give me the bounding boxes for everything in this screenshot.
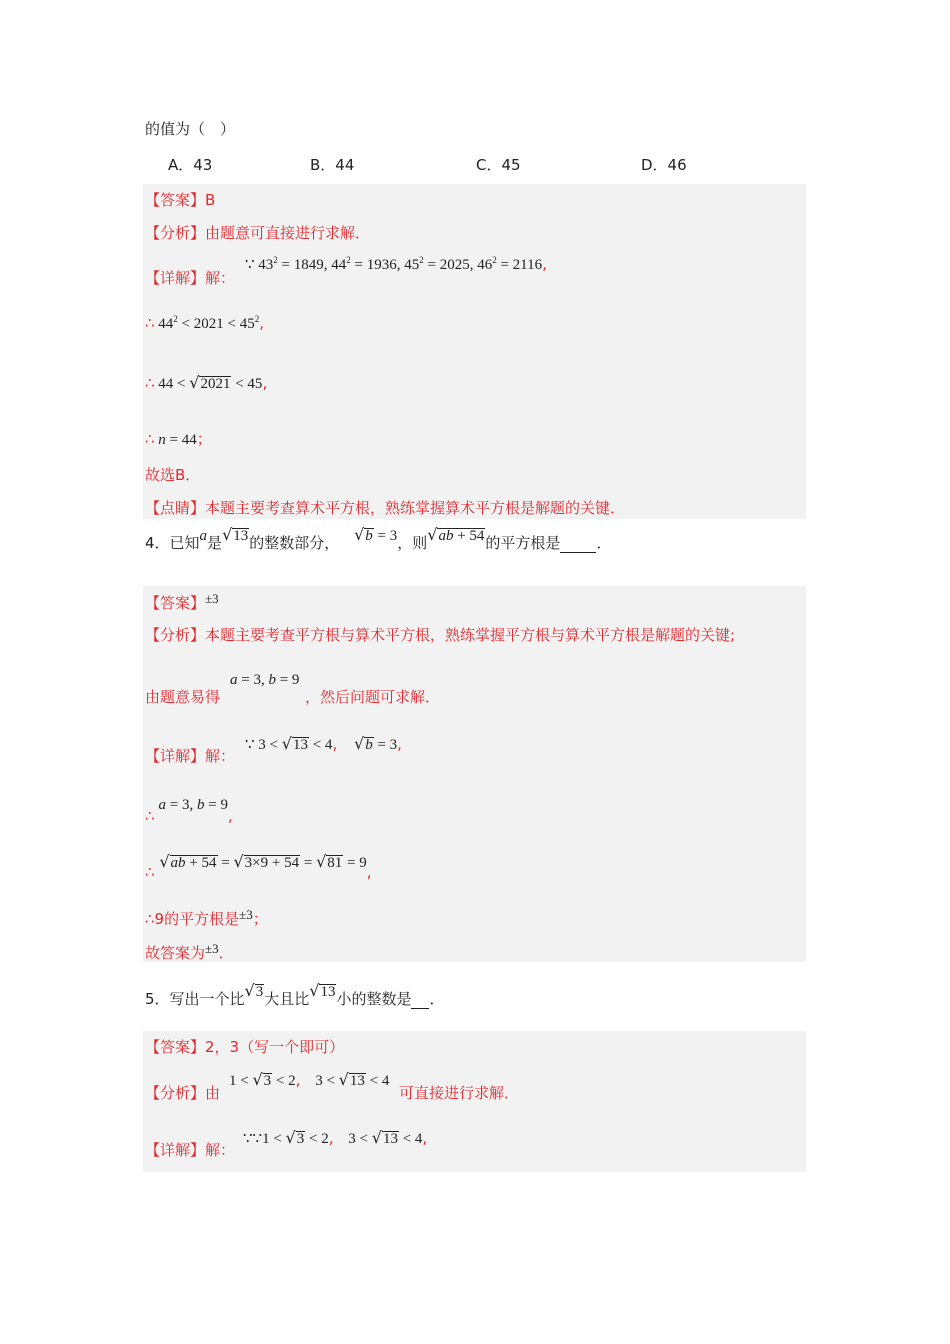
q4-detail-line3: ∴ √ab + 54 = √3×9 + 54 = √81 = 9,	[145, 852, 372, 881]
analysis-text: 本题主要考查平方根与算术平方根，熟练掌握平方根与算术平方根是解题的关键;	[205, 626, 736, 644]
comment-text: 本题主要考查算术平方根，熟练掌握算术平方根是解题的关键．	[205, 499, 626, 517]
q4-detail-line1: ∵ 3 < √13 < 4, √b = 3,	[245, 734, 402, 753]
answer-label: 【答案】	[145, 1038, 206, 1056]
q3-detail-line1: ∵ $43^2 = 1849$, $44^2 = 1936$, $45^2 = 2025$, $46^2 = 2116$,	[245, 255, 547, 273]
q4-analysis-2: 由题意易得	[145, 688, 221, 706]
q4-answer	[145, 592, 219, 613]
q3-comment	[145, 497, 625, 518]
q3-answer	[145, 189, 215, 210]
answer-label: 【答案】	[145, 594, 206, 612]
q4-detail-line4: ∴9的平方根是±3；	[145, 907, 268, 928]
q5-analysis-tail: 可直接进行求解．	[399, 1084, 520, 1102]
q4-detail-label: 【详解】解：	[145, 747, 236, 765]
q4-analysis-math: a = 3, b = 9	[230, 672, 300, 688]
q3-option-c: C．45	[476, 156, 521, 174]
q5-answer	[145, 1036, 344, 1057]
analysis-label: 【分析】	[145, 626, 206, 644]
q5-detail-line1: ∵∵1 < √3 < 2, 3 < √13 < 4,	[243, 1128, 428, 1147]
q3-conclusion: 故选B．	[145, 466, 201, 484]
analysis-text: 由题意可直接进行求解．	[205, 224, 371, 242]
q5-stem: 5．写出一个比√3大且比√13小的整数是 ．	[145, 981, 445, 1008]
answer-value: B	[205, 191, 216, 209]
q3-detail-line2: ∴ $44^2 < 2021 < 45^2$,	[145, 314, 264, 332]
q3-option-b: B．44	[310, 156, 355, 174]
q3-option-d: D．46	[641, 156, 687, 174]
q4-analysis	[145, 624, 735, 645]
q5-analysis: 【分析】由	[145, 1084, 221, 1102]
q3-analysis	[145, 222, 370, 243]
comment-label: 【点睛】	[145, 499, 206, 517]
answer-value: 2，3（写一个即可）	[205, 1038, 345, 1056]
q5-analysis-math: 1 < √3 < 2, 3 < √13 < 4	[229, 1070, 390, 1089]
q3-detail-line4: ∴ n = 44；	[145, 430, 212, 448]
q3-stem-tail: 的值为（ ）	[145, 120, 236, 138]
q3-detail-label: 【详解】解：	[145, 269, 236, 287]
q3-option-a: A．43	[168, 156, 213, 174]
var-a: a	[199, 528, 208, 544]
q4-analysis-2-tail: ，然后问题可求解．	[305, 688, 441, 706]
q4-stem: 4．已知a是√13的整数部分， √b = 3，则√ab + 54的平方根是 ．	[145, 525, 612, 552]
answer-label: 【答案】	[145, 191, 206, 209]
answer-value: ±3	[205, 591, 219, 606]
analysis-label: 【分析】	[145, 224, 206, 242]
answer-blank	[411, 990, 429, 1009]
q4-detail-line2: ∴a = 3, b = 9,	[145, 797, 233, 825]
q3-detail-line3: ∴ 44 < √2021 < 45,	[145, 373, 268, 392]
answer-blank	[560, 534, 596, 553]
q5-detail-label: 【详解】解：	[145, 1141, 236, 1159]
q4-conclusion: 故答案为±3．	[145, 941, 234, 962]
